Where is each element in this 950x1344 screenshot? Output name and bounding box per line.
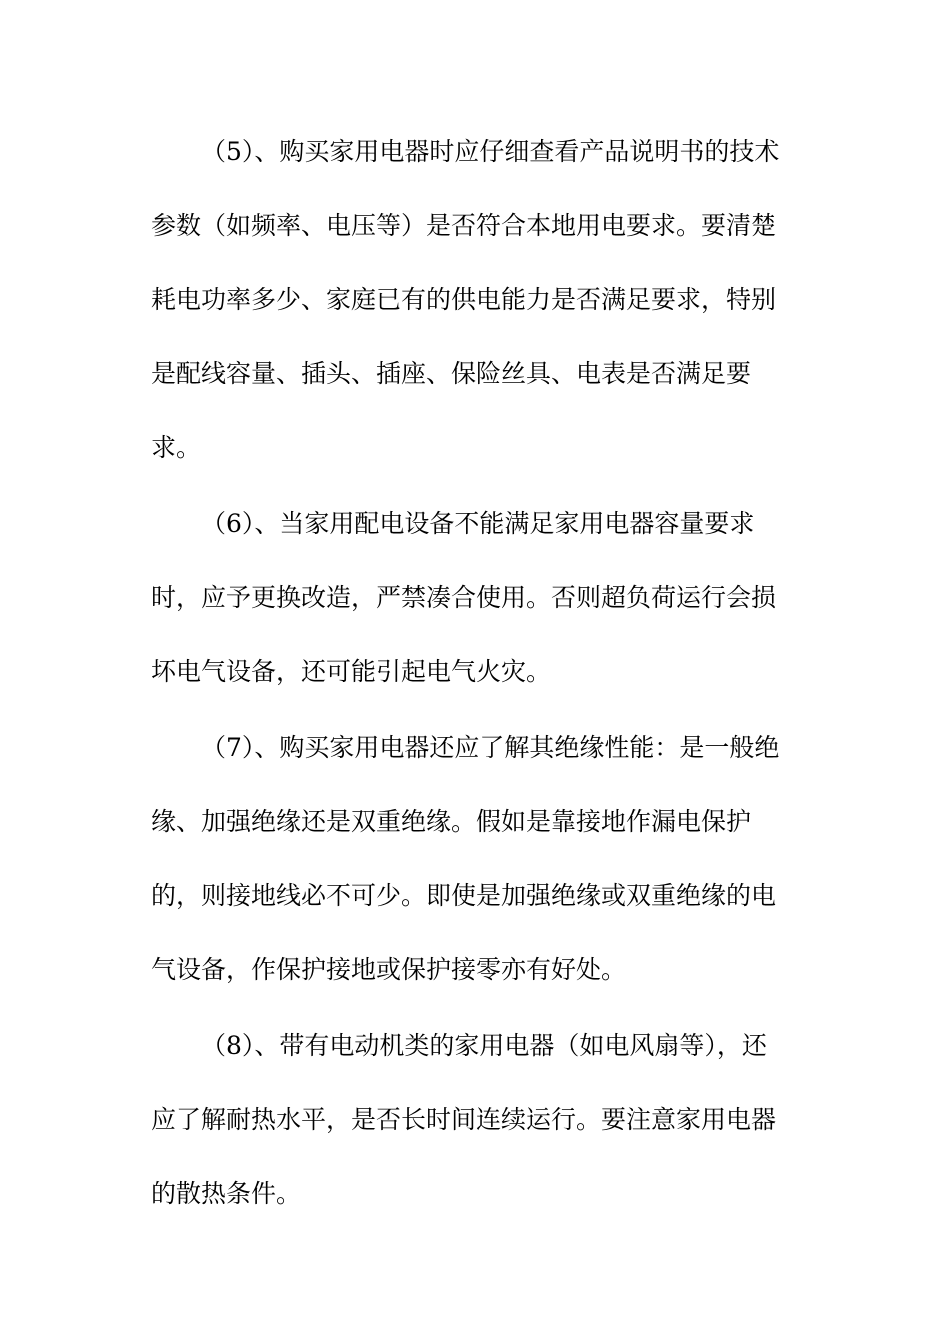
text-line: （7）、购买家用电器还应了解其绝缘性能：是一般绝 [201,733,780,762]
text-line: 缘、加强绝缘还是双重绝缘。假如是靠接地作漏电保护 [151,807,752,836]
text-line: （6）、当家用配电设备不能满足家用电器容量要求 [201,509,755,538]
text-line: 时，应予更换改造，严禁凑合使用。否则超负荷运行会损 [151,583,777,612]
text-line: （8）、带有电动机类的家用电器（如电风扇等），还 [201,1031,767,1060]
text-line: 参数（如频率、电压等）是否符合本地用电要求。要清楚 [151,211,777,240]
text-line: 是配线容量、插头、插座、保险丝具、电表是否满足要 [151,359,752,388]
text-line: （5）、购买家用电器时应仔细查看产品说明书的技术 [201,137,780,166]
text-line: 的，则接地线必不可少。即使是加强绝缘或双重绝缘的电 [151,881,777,910]
text-line: 应了解耐热水平，是否长时间连续运行。要注意家用电器 [151,1105,777,1134]
text-line: 的散热条件。 [151,1179,302,1208]
text-line: 耗电功率多少、家庭已有的供电能力是否满足要求，特别 [151,285,777,314]
text-line: 求。 [151,433,202,462]
text-line: 气设备，作保护接地或保护接零亦有好处。 [151,955,627,984]
text-line: 坏电气设备，还可能引起电气火灾。 [151,657,552,686]
